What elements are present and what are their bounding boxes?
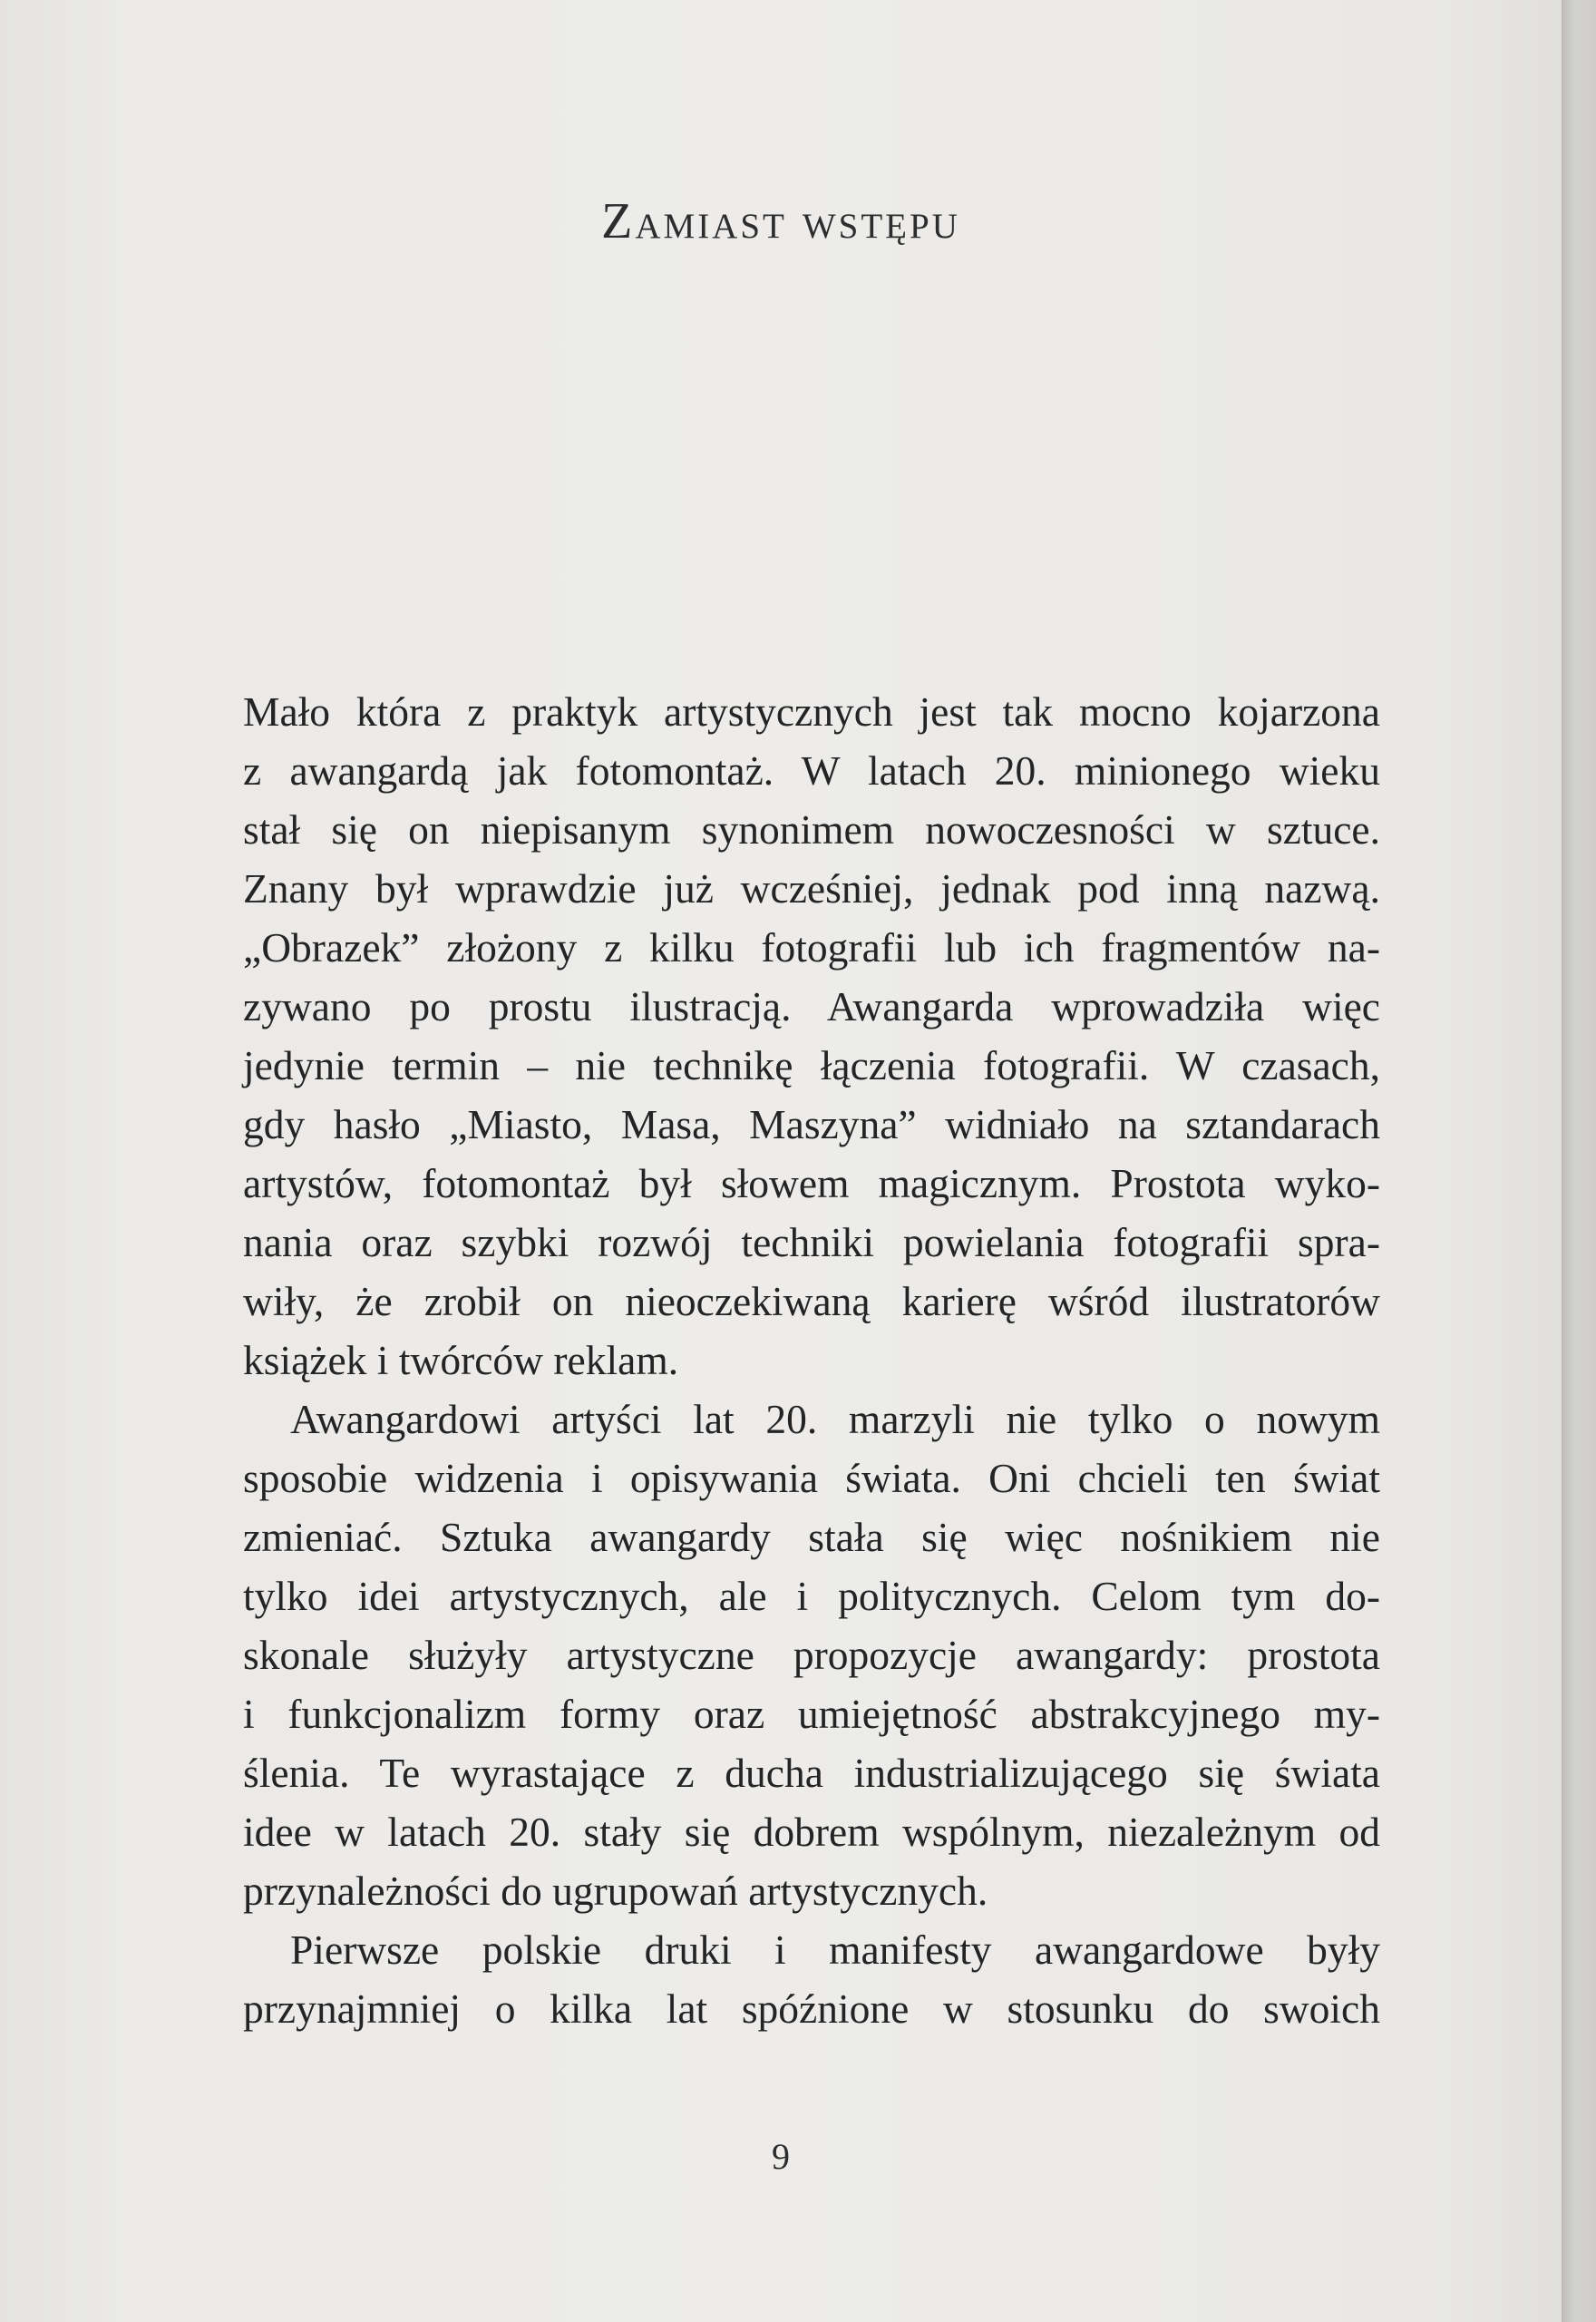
text-line: zmieniać. Sztuka awangardy stała się więc nośnikiem nie: [243, 1514, 1380, 1560]
text-line: Awangardowi artyści lat 20. marzyli nie tylko o nowym: [290, 1396, 1380, 1442]
text-line: książek i twórców reklam.: [243, 1337, 679, 1383]
text-line: Mało która z praktyk artystycznych jest tak mocno kojarzona: [243, 688, 1380, 735]
text-line: przynależności do ugrupowań artystycznych.: [243, 1868, 988, 1914]
text-line: nania oraz szybki rozwój techniki powielania fotografii spra-: [243, 1219, 1380, 1265]
text-line: Pierwsze polskie druki i manifesty awangardowe były: [290, 1927, 1380, 1973]
text-line: idee w latach 20. stały się dobrem wspólnym, niezależnym od: [243, 1809, 1380, 1855]
body-text: [243, 682, 1380, 2038]
text-line: Znany był wprawdzie już wcześniej, jednak pod inną nazwą.: [243, 865, 1380, 912]
text-line: ślenia. Te wyrastające z ducha industrializującego się świata: [243, 1750, 1380, 1796]
text-line: tylko idei artystycznych, ale i politycznych. Celom tym do-: [243, 1573, 1380, 1619]
text-line: skonale służyły artystyczne propozycje awangardy: prostota: [243, 1632, 1380, 1678]
paragraph-1: [243, 682, 1380, 1390]
text-line: „Obrazek” złożony z kilku fotografii lub ich fragmentów na-: [243, 924, 1380, 971]
text-line: z awangardą jak fotomontaż. W latach 20. minionego wieku: [243, 747, 1380, 794]
text-line: sposobie widzenia i opisywania świata. Oni chcieli ten świat: [243, 1455, 1380, 1501]
text-line: zywano po prostu ilustracją. Awangarda wprowadziła więc: [243, 983, 1380, 1029]
paragraph-3: [243, 1920, 1380, 2038]
chapter-title: Zamiast wstępu: [601, 193, 960, 249]
page-number: 9: [772, 2136, 790, 2177]
text-line: stał się on niepisanym synonimem nowoczesności w sztuce.: [243, 806, 1380, 853]
paragraph-2: [243, 1390, 1380, 1920]
text-line: artystów, fotomontaż był słowem magicznym. Prostota wyko-: [243, 1160, 1380, 1206]
text-line: wiły, że zrobił on nieoczekiwaną karierę wśród ilustratorów: [243, 1278, 1380, 1324]
text-line: i funkcjonalizm formy oraz umiejętność abstrakcyjnego my-: [243, 1691, 1380, 1737]
text-line: gdy hasło „Miasto, Masa, Maszyna” widniało na sztandarach: [243, 1101, 1380, 1147]
page-edge: [1562, 0, 1596, 2322]
text-line: jedynie termin – nie technikę łączenia fotografii. W czasach,: [243, 1042, 1380, 1088]
text-line: przynajmniej o kilka lat spóźnione w stosunku do swoich: [243, 1985, 1380, 2032]
